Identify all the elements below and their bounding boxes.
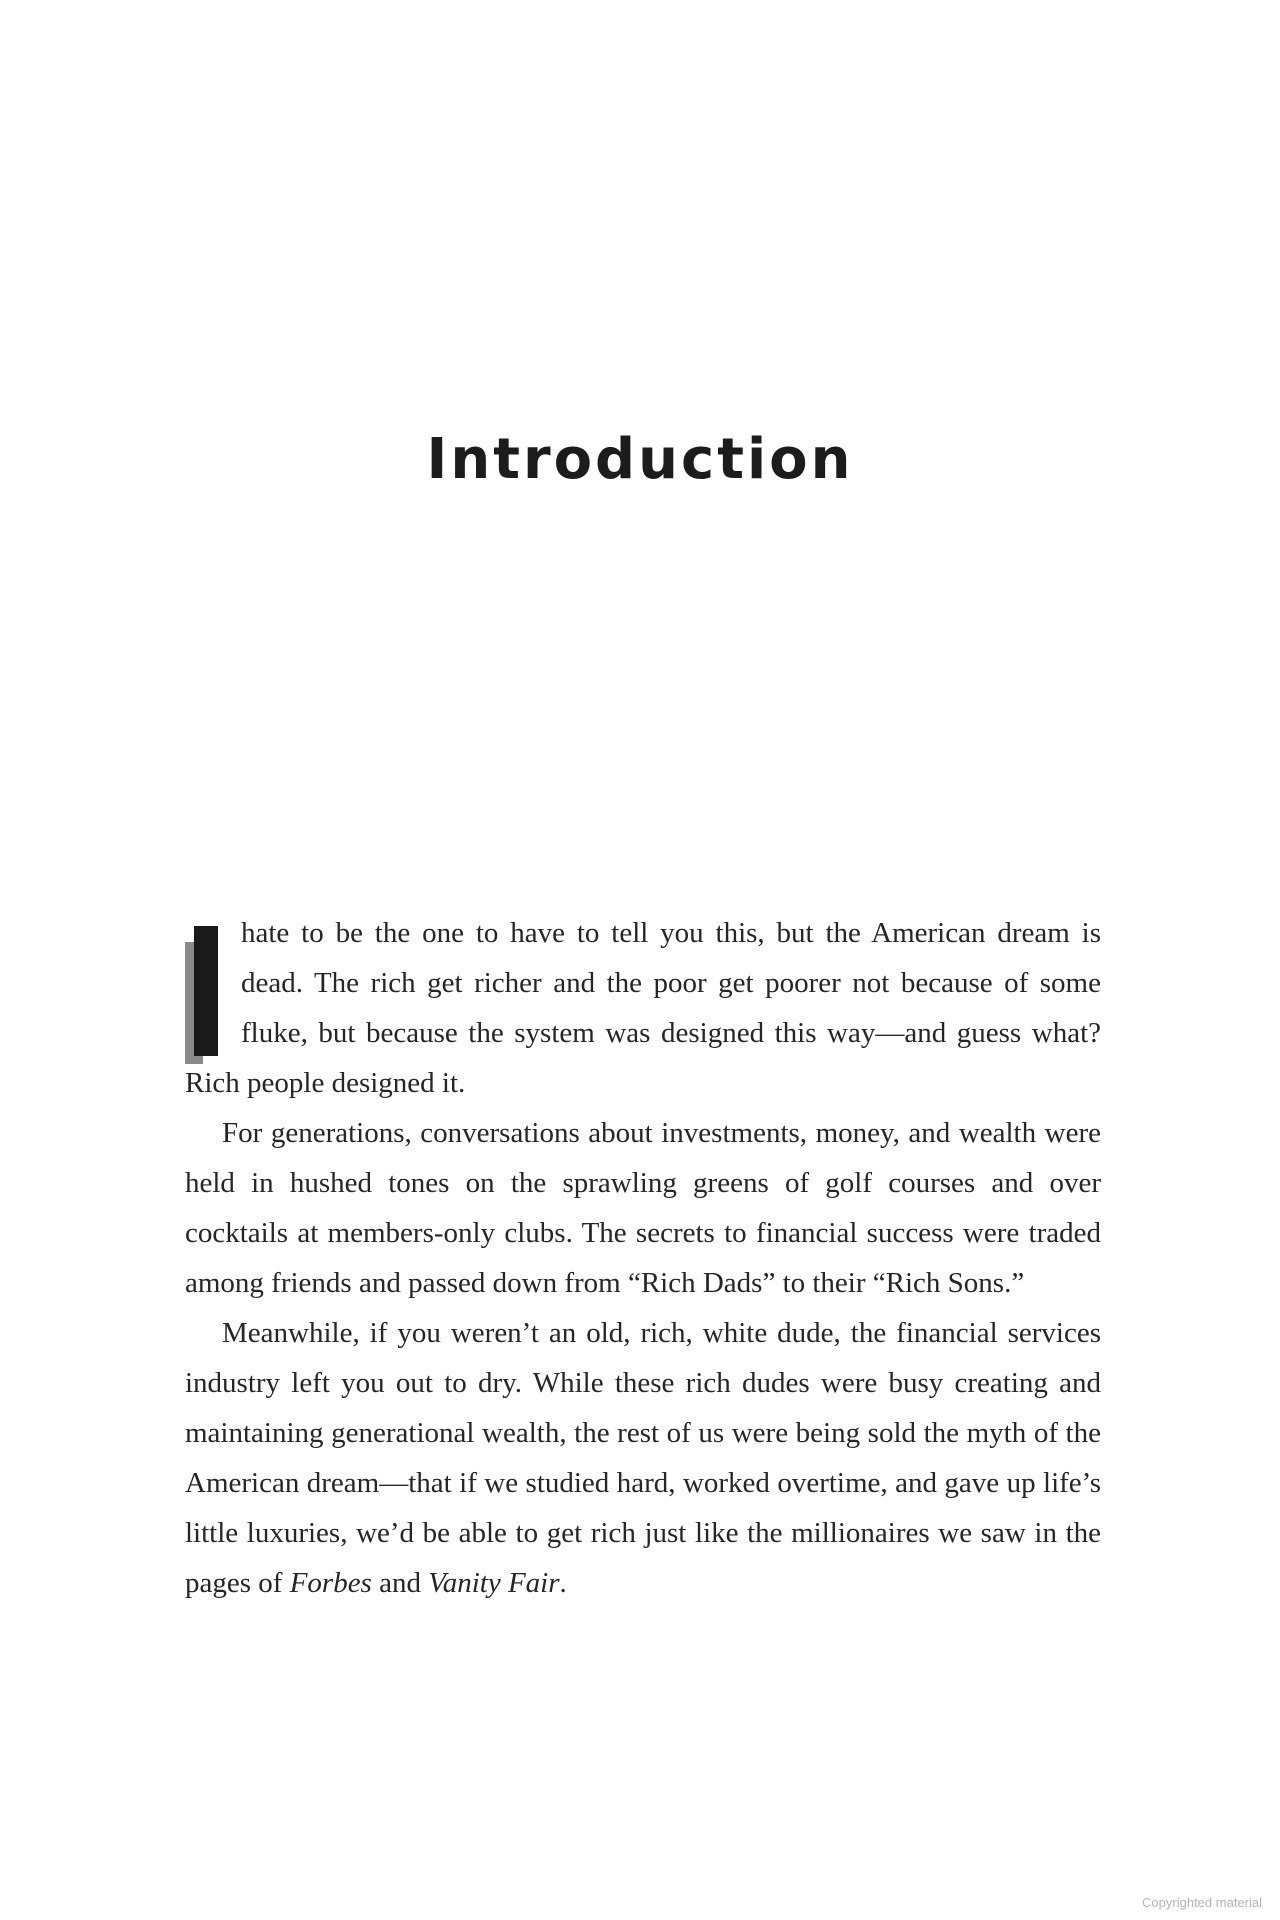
copyright-notice: Copyrighted material — [1142, 1895, 1262, 1910]
paragraph-3-text: Meanwhile, if you weren’t an old, rich, white dude, the financial services industry left you out to dry. While these rich dudes were busy creating and maintaining generational wealth, the rest of us were being sold the myth of the American dream—that if we studied hard, worked overtime, and gave up life’s little luxuries, we’d be able to get rich just like the millionaires we saw in the pages of — [185, 1317, 1101, 1599]
paragraph-1-text: hate to be the one to have to tell you this, but the American dream is dead. The rich get richer and the poor get poorer not because of some fluke, but because the system was designed this way—and guess what? Rich people designed it. — [185, 917, 1101, 1099]
paragraph-1 — [185, 908, 1101, 1108]
paragraph-3-conjunction: and — [371, 1567, 429, 1599]
paragraph-3 — [185, 1308, 1101, 1608]
publication-title-forbes: Forbes — [289, 1567, 372, 1599]
chapter-body — [185, 908, 1101, 1608]
chapter-title: Introduction — [426, 427, 854, 492]
paragraph-2: For generations, conversations about investments, money, and wealth were held in hushed tones on the sprawling greens of golf courses and over cocktails at members-only clubs. The secrets to financial success were traded among friends and passed down from “Rich Dads” to their “Rich Sons.” — [185, 1117, 1101, 1299]
paragraph-3-end: . — [559, 1567, 567, 1599]
drop-cap — [185, 926, 233, 1056]
drop-cap-glyph — [194, 926, 218, 1056]
publication-title-vanity-fair: Vanity Fair — [428, 1567, 560, 1599]
